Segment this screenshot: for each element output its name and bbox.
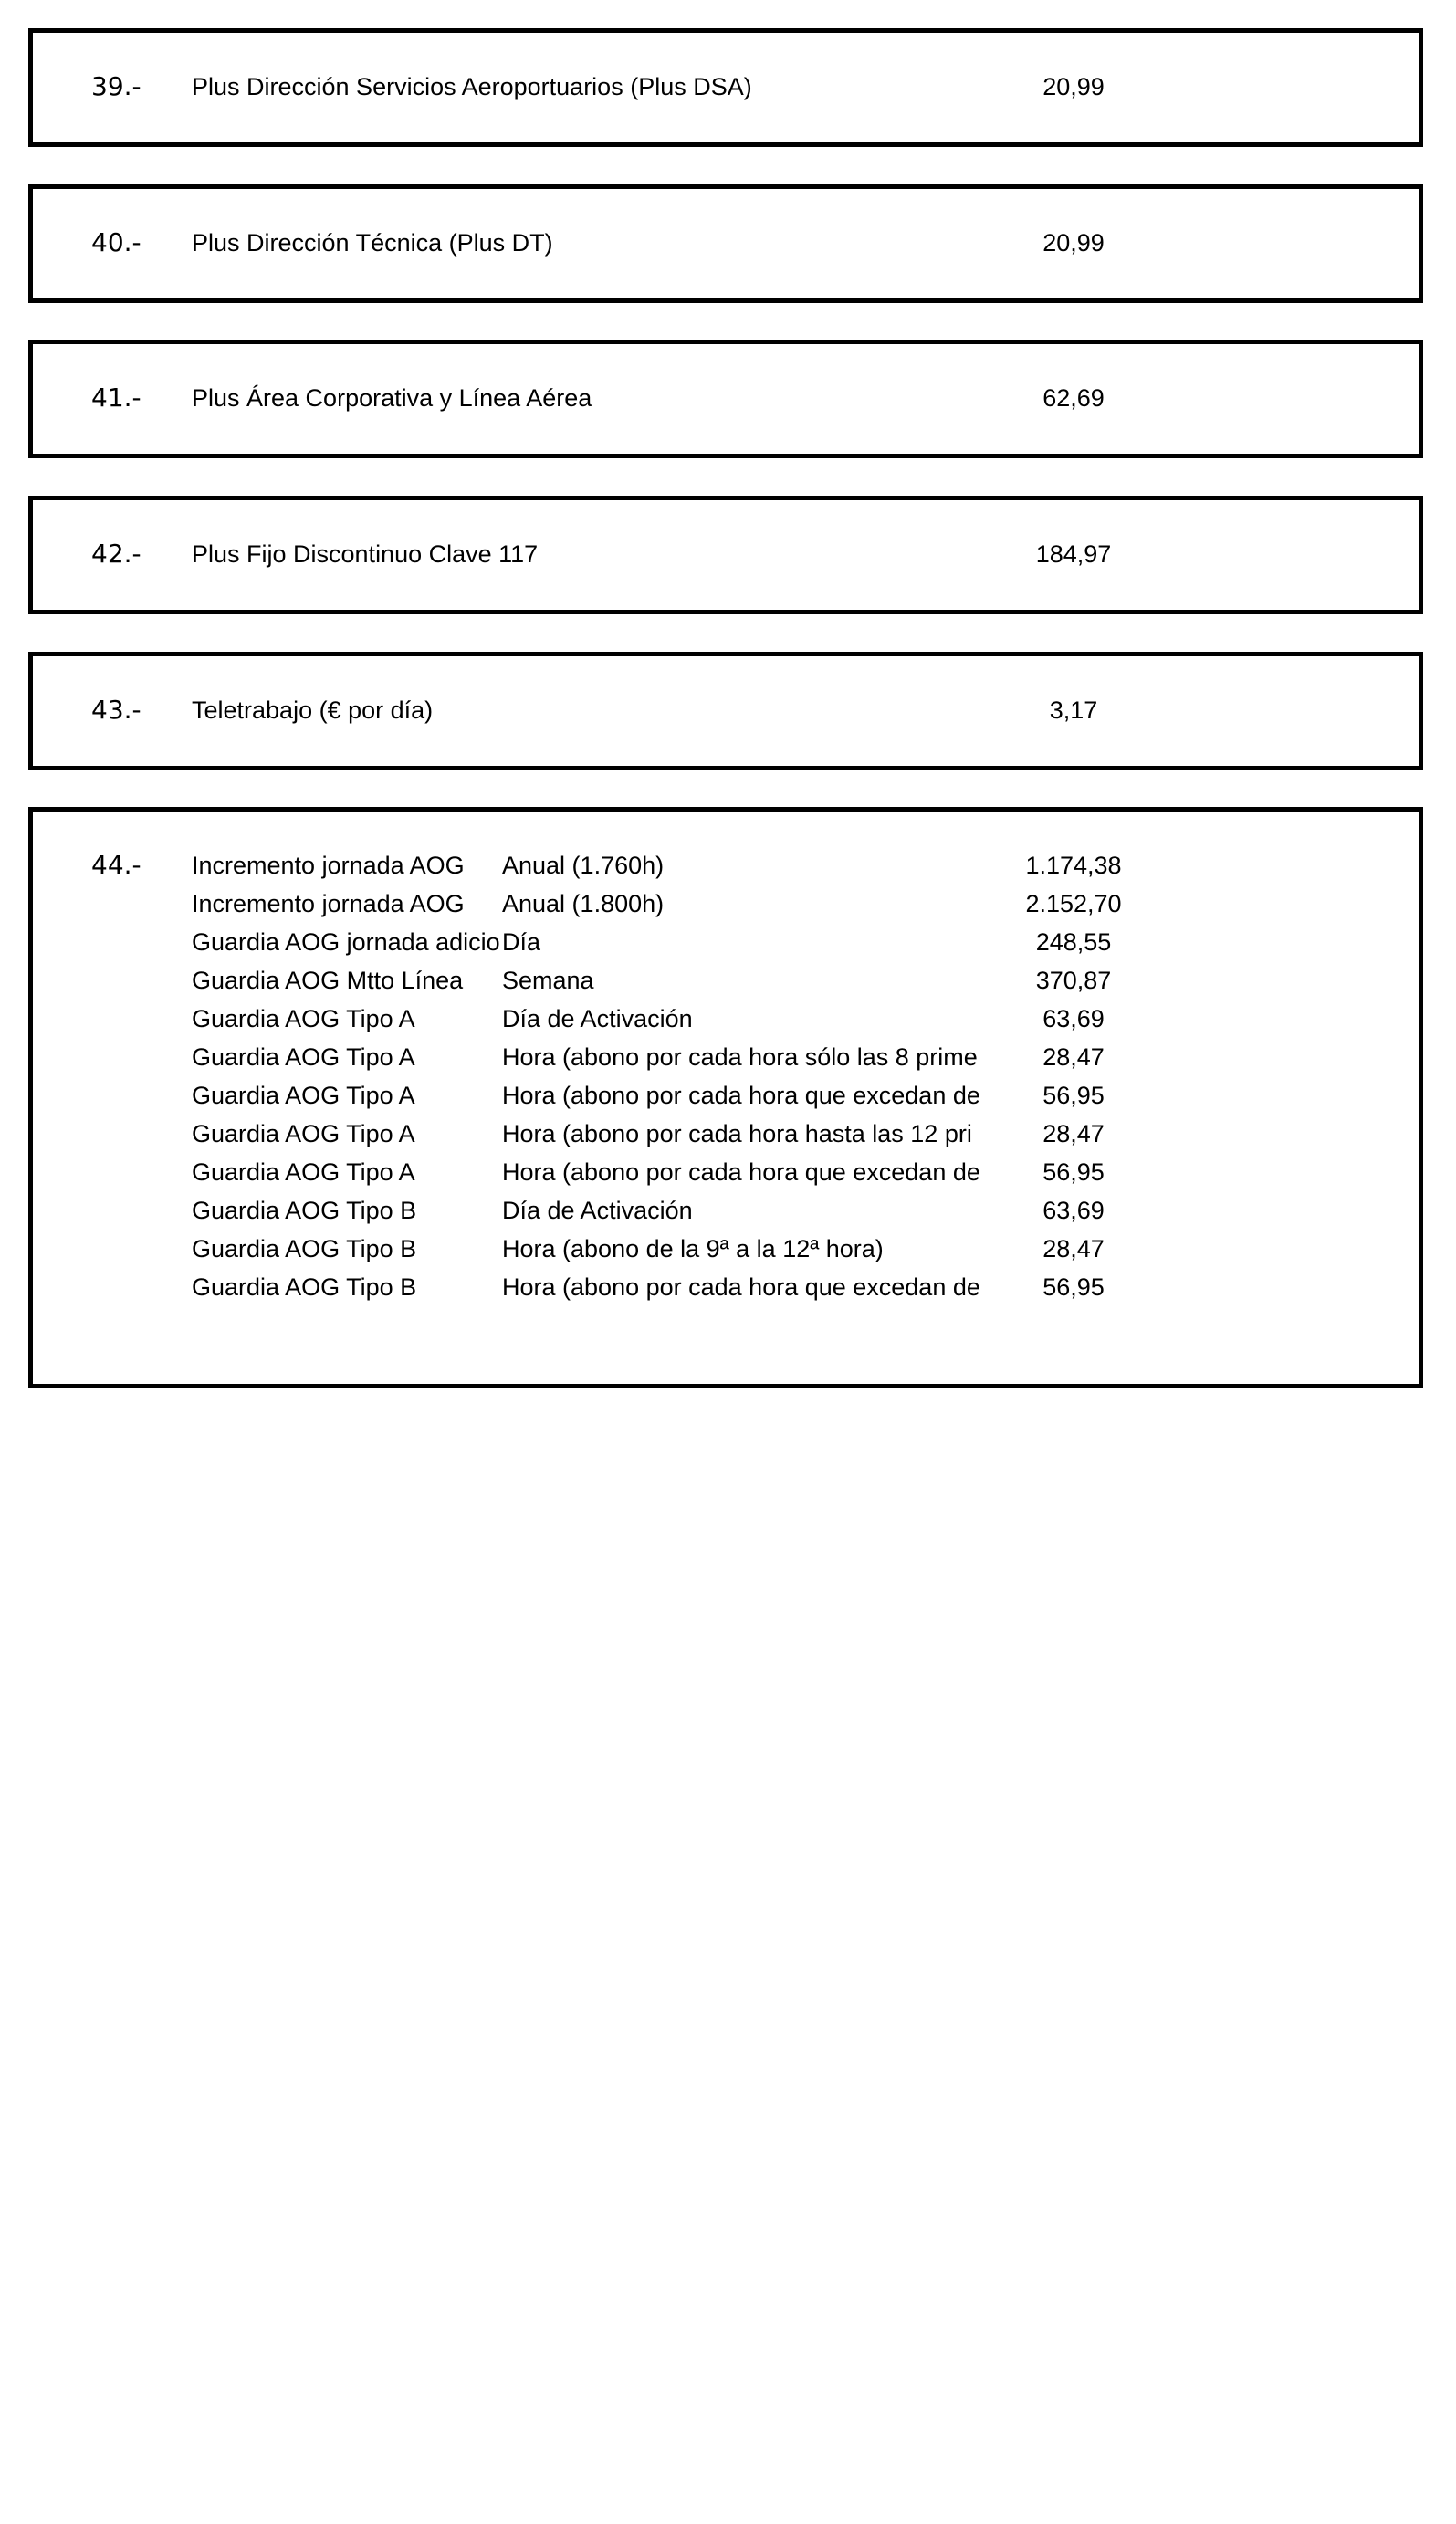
- aog-concept: Guardia AOG Tipo B: [192, 1197, 417, 1224]
- aog-concept: Guardia AOG Tipo A: [192, 1120, 415, 1147]
- aog-unit: Día de Activación: [502, 1197, 693, 1224]
- aog-concept: Guardia AOG Mtto Línea: [192, 967, 464, 994]
- aog-concept: Incremento jornada AOG: [192, 852, 465, 879]
- aog-value: 248,55: [1035, 928, 1112, 956]
- aog-value: 2.152,70: [1025, 890, 1122, 917]
- aog-value: 28,47: [1042, 1235, 1105, 1262]
- aog-unit: Hora (abono por cada hora que excedan de: [502, 1082, 980, 1109]
- item-label: Teletrabajo (€ por día): [192, 696, 434, 724]
- aog-value: 56,95: [1042, 1082, 1105, 1109]
- item-number: 43.-: [91, 695, 141, 725]
- item-label: Plus Dirección Servicios Aeroportuarios (Plus DSA): [192, 73, 752, 100]
- item-number: 41.-: [91, 382, 141, 413]
- aog-concept: Guardia AOG Tipo B: [192, 1273, 417, 1301]
- item-number: 40.-: [91, 227, 141, 257]
- item-value: 20,99: [1042, 73, 1105, 100]
- item-value: 3,17: [1049, 696, 1098, 724]
- item-number: 42.-: [91, 539, 141, 569]
- aog-unit: Hora (abono de la 9ª a la 12ª hora): [502, 1235, 884, 1262]
- aog-value: 28,47: [1042, 1043, 1105, 1071]
- aog-unit: Hora (abono por cada hora hasta las 12 pri: [502, 1120, 972, 1147]
- item-number: 39.-: [91, 71, 141, 101]
- aog-unit: Hora (abono por cada hora que excedan de: [502, 1273, 980, 1301]
- aog-value: 1.174,38: [1025, 852, 1122, 879]
- aog-value: 28,47: [1042, 1120, 1105, 1147]
- aog-unit: Hora (abono por cada hora que excedan de: [502, 1158, 980, 1186]
- item-box-42: [28, 496, 1423, 614]
- aog-concept: Guardia AOG Tipo A: [192, 1082, 415, 1109]
- item-label: Plus Fijo Discontinuo Clave 117: [192, 540, 539, 568]
- item-box-39: [28, 28, 1423, 147]
- item-value: 62,69: [1042, 384, 1105, 412]
- item-box-40: [28, 184, 1423, 303]
- aog-concept: Guardia AOG Tipo A: [192, 1005, 415, 1032]
- aog-value: 56,95: [1042, 1158, 1105, 1186]
- aog-concept: Incremento jornada AOG: [192, 890, 465, 917]
- item-value: 184,97: [1035, 540, 1112, 568]
- aog-unit: Día de Activación: [502, 1005, 693, 1032]
- item-box-41: [28, 340, 1423, 458]
- aog-concept: Guardia AOG Tipo A: [192, 1158, 415, 1186]
- aog-unit: Semana: [502, 967, 594, 994]
- item-label: Plus Dirección Técnica (Plus DT): [192, 229, 553, 257]
- aog-concept: Guardia AOG Tipo B: [192, 1235, 417, 1262]
- aog-value: 56,95: [1042, 1273, 1105, 1301]
- aog-concept: Guardia AOG Tipo A: [192, 1043, 415, 1071]
- item-box-43: [28, 652, 1423, 770]
- aog-value: 63,69: [1042, 1197, 1105, 1224]
- aog-value: 370,87: [1035, 967, 1112, 994]
- aog-value: 63,69: [1042, 1005, 1105, 1032]
- item-label: Plus Área Corporativa y Línea Aérea: [192, 384, 592, 412]
- item-value: 20,99: [1042, 229, 1105, 257]
- aog-unit: Hora (abono por cada hora sólo las 8 prime: [502, 1043, 978, 1071]
- aog-unit: Anual (1.800h): [502, 890, 665, 917]
- item-number: 44.-: [91, 850, 141, 880]
- item-box-44: [28, 807, 1423, 1388]
- aog-unit: Día: [502, 928, 541, 956]
- aog-unit: Anual (1.760h): [502, 852, 665, 879]
- aog-concept: Guardia AOG jornada adicio: [192, 928, 500, 956]
